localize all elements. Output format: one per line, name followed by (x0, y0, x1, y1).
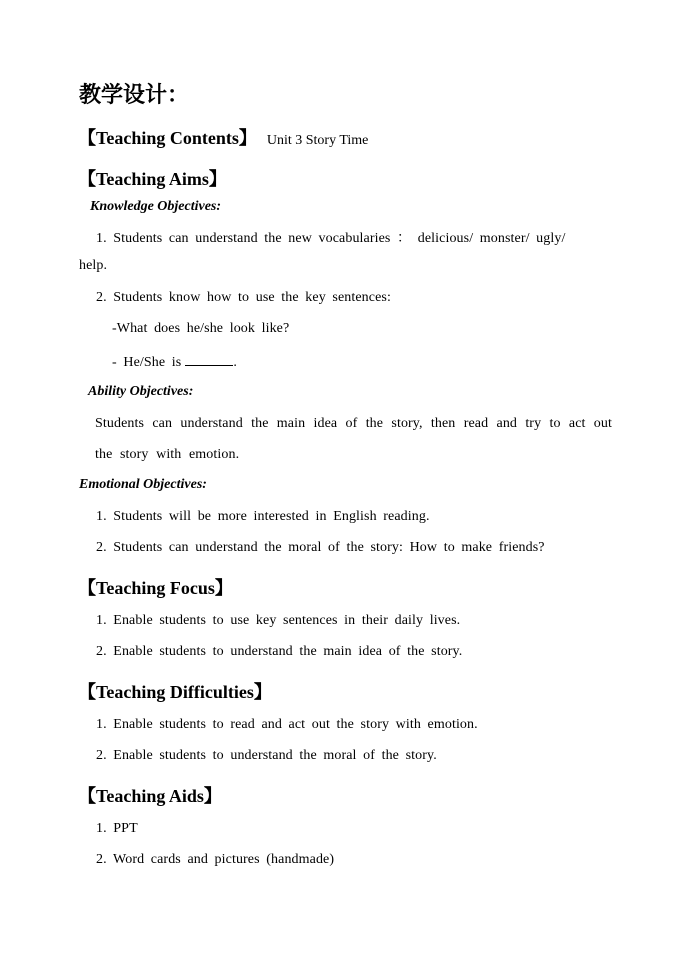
ability-objectives-label: Ability Objectives: (88, 384, 194, 399)
teaching-contents-value: Unit 3 Story Time (266, 133, 369, 148)
teaching-difficulties-heading: 【Teaching Difficulties】 (78, 682, 272, 702)
aids-item-2: 2. Word cards and pictures (handmade) (96, 852, 335, 867)
document-title: 教学设计： (79, 82, 190, 108)
difficulty-item-1: 1. Enable students to read and act out the story with emotion. (96, 717, 478, 732)
knowledge-item-1-line-1: 1. Students can understand the new vocabularies ： delicious/ monster/ ugly/ (96, 231, 566, 246)
teaching-aims-heading: 【Teaching Aims】 (78, 169, 227, 189)
key-sentence-answer-text: - He/She is (112, 355, 182, 370)
key-sentence-answer-end: . (233, 355, 237, 370)
answer-blank (185, 353, 233, 366)
difficulty-item-2: 2. Enable students to understand the moral of the story. (96, 748, 437, 763)
focus-item-1: 1. Enable students to use key sentences in their daily lives. (96, 613, 461, 628)
key-sentence-answer (112, 353, 237, 371)
teaching-contents-heading (78, 124, 368, 150)
aids-item-1: 1. PPT (96, 821, 138, 836)
knowledge-item-1-line-2: help. (79, 258, 108, 273)
emotional-item-2: 2. Students can understand the moral of the story: How to make friends? (96, 540, 545, 555)
teaching-contents-label: 【Teaching Contents】 (78, 128, 257, 148)
emotional-item-1: 1. Students will be more interested in English reading. (96, 509, 430, 524)
ability-objectives-text: Students can understand the main idea of the story, then read and try to act out the story with emotion. (95, 416, 612, 462)
emotional-objectives-label: Emotional Objectives: (79, 477, 207, 492)
focus-item-2: 2. Enable students to understand the main idea of the story. (96, 644, 463, 659)
knowledge-objectives-label: Knowledge Objectives: (90, 199, 222, 214)
key-sentence-question: -What does he/she look like? (112, 321, 290, 336)
teaching-aids-heading: 【Teaching Aids】 (78, 786, 222, 806)
knowledge-item-2: 2. Students know how to use the key sentences: (96, 290, 391, 305)
teaching-focus-heading: 【Teaching Focus】 (78, 578, 233, 598)
